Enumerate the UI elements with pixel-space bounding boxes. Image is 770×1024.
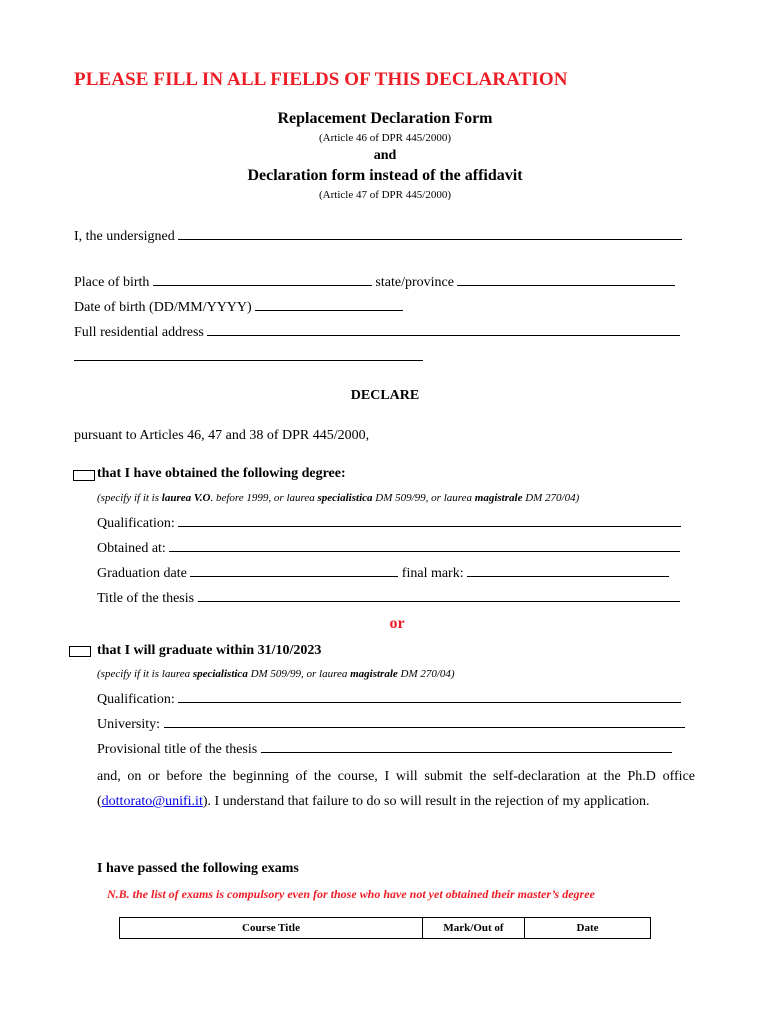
- degree-obtained-specification: [97, 492, 579, 504]
- university-field[interactable]: [164, 714, 685, 728]
- thesis-title-field[interactable]: [198, 588, 680, 602]
- spec-emphasis: specialistica: [192, 668, 248, 680]
- address-field-continued[interactable]: [74, 347, 423, 361]
- degree-obtained-heading: that I have obtained the following degree:: [97, 466, 346, 481]
- subtitle-article-46: (Article 46 of DPR 445/2000): [319, 132, 451, 144]
- undersigned-row: [74, 226, 682, 245]
- address-field[interactable]: [207, 322, 680, 336]
- email-link[interactable]: dottorato@unifi.it: [101, 794, 203, 809]
- exams-heading: I have passed the following exams: [97, 861, 299, 876]
- provisional-title-field[interactable]: [261, 739, 672, 753]
- provisional-title-row: [97, 739, 672, 758]
- graduation-row: [97, 563, 669, 582]
- and-connector: and: [373, 148, 397, 163]
- undersigned-label: I, the undersigned: [74, 229, 175, 244]
- date-of-birth-field[interactable]: [255, 297, 403, 311]
- will-graduate-checkbox[interactable]: [69, 646, 91, 657]
- or-separator: or: [389, 615, 405, 632]
- qualification-row-1: [97, 513, 681, 532]
- declare-heading: DECLARE: [350, 388, 420, 403]
- subtitle-article-47: (Article 47 of DPR 445/2000): [319, 189, 451, 201]
- spec-emphasis: magistrale: [474, 492, 523, 504]
- form-title-affidavit: Declaration form instead of the affidavit: [247, 167, 523, 184]
- qualification-field[interactable]: [178, 513, 681, 527]
- obtained-at-label: Obtained at:: [97, 541, 166, 556]
- obtained-at-row: [97, 538, 680, 557]
- column-header-date: Date: [525, 918, 651, 939]
- address-label: Full residential address: [74, 325, 204, 340]
- qualification-row-2: [97, 689, 681, 708]
- university-row: [97, 714, 685, 733]
- birthplace-row: [74, 272, 675, 291]
- spec-text: (specify if it is: [97, 492, 162, 504]
- date-of-birth-label: Date of birth (DD/MM/YYYY): [74, 300, 252, 315]
- address-row-2: [74, 347, 423, 366]
- state-province-label: state/province: [375, 275, 454, 290]
- university-label: University:: [97, 717, 160, 732]
- paragraph-text: and, on or before the beginning of the course, I will submit the self-declaration at the Ph.D office (: [97, 769, 695, 809]
- spec-emphasis: laurea V.O: [161, 492, 211, 504]
- spec-text: DM 509/99, or laurea: [247, 668, 351, 680]
- final-mark-label: final mark:: [401, 566, 464, 581]
- column-header-course-title: Course Title: [120, 918, 423, 939]
- submission-paragraph: [97, 764, 695, 814]
- exams-note: N.B. the list of exams is compulsory even for those who have not yet obtained their master’s degree: [107, 887, 595, 901]
- spec-text: DM 270/04): [397, 668, 455, 680]
- form-title-replacement: Replacement Declaration Form: [277, 110, 493, 127]
- spec-text: (specify if it is laurea: [97, 668, 193, 680]
- dob-row: [74, 297, 403, 316]
- obtained-at-field[interactable]: [169, 538, 680, 552]
- will-graduate-specification: [97, 668, 455, 680]
- final-mark-field[interactable]: [467, 563, 669, 577]
- spec-text: . before 1999, or laurea: [210, 492, 318, 504]
- degree-obtained-checkbox[interactable]: [73, 470, 95, 481]
- pursuant-text: pursuant to Articles 46, 47 and 38 of DPR 445/2000,: [74, 428, 370, 443]
- exams-table: [119, 917, 651, 939]
- graduation-date-field[interactable]: [190, 563, 398, 577]
- spec-text: DM 270/04): [522, 492, 580, 504]
- column-header-mark: Mark/Out of: [423, 918, 525, 939]
- undersigned-field[interactable]: [178, 226, 682, 240]
- will-graduate-heading: that I will graduate within 31/10/2023: [97, 643, 322, 658]
- graduation-date-label: Graduation date: [97, 566, 187, 581]
- spec-emphasis: magistrale: [350, 668, 398, 680]
- provisional-title-label: Provisional title of the thesis: [97, 742, 258, 757]
- paragraph-text: ). I understand that failure to do so will result in the rejection of my application.: [202, 794, 650, 809]
- table-header-row: [120, 918, 651, 939]
- form-headline: PLEASE FILL IN ALL FIELDS OF THIS DECLARATION: [74, 69, 568, 90]
- spec-emphasis: specialistica: [317, 492, 373, 504]
- place-of-birth-field[interactable]: [153, 272, 372, 286]
- qualification-label: Qualification:: [97, 692, 175, 707]
- thesis-title-label: Title of the thesis: [97, 591, 195, 606]
- qualification-label: Qualification:: [97, 516, 175, 531]
- address-row: [74, 322, 680, 341]
- place-of-birth-label: Place of birth: [74, 275, 150, 290]
- spec-text: DM 509/99, or laurea: [372, 492, 475, 504]
- qualification-field[interactable]: [178, 689, 681, 703]
- thesis-title-row: [97, 588, 680, 607]
- state-province-field[interactable]: [457, 272, 675, 286]
